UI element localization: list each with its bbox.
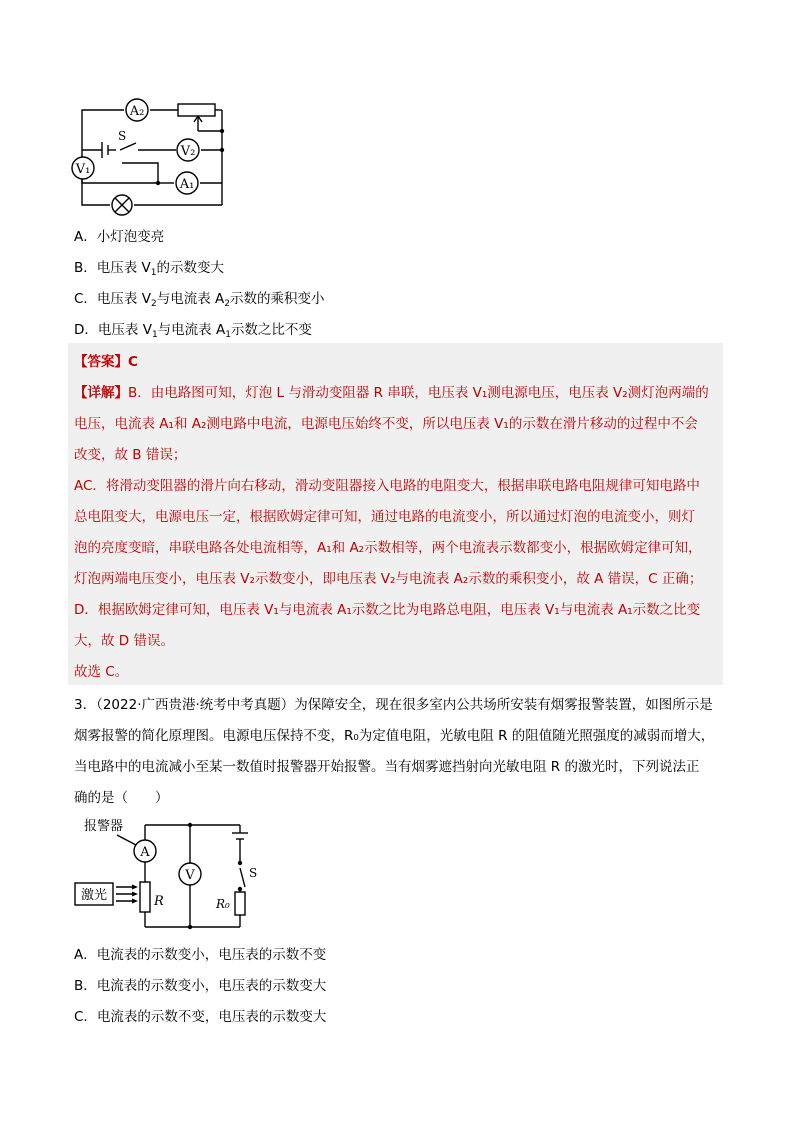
q3-option-c (74, 1007, 326, 1027)
option-text: 与电流表 A (157, 322, 226, 338)
option-text: 的示数变大 (156, 260, 225, 276)
detail-label: 【详解】 (74, 385, 128, 401)
q3-switch-label: S (249, 866, 258, 880)
detail-line-7: D．根据欧姆定律可知，电压表 V₁与电流表 A₁示数之比为电路总电阻，电压表 V₁与电流表 A₁示数之比变 (74, 602, 701, 618)
subscript: 1 (225, 330, 231, 340)
option-text: 电流表的示数变小，电压表的示数不变 (96, 947, 327, 963)
q3-laser-label: 激光 (80, 888, 108, 903)
answer-label: 【答案】 (74, 354, 128, 370)
option-prefix: D． (74, 322, 98, 338)
q2-ammeter-a2-label: A₂ (129, 104, 145, 119)
subscript: 1 (150, 268, 157, 278)
q3-option-a (74, 945, 326, 965)
q3-resistor-r-label: R (154, 894, 164, 909)
subscript: 2 (224, 299, 230, 309)
q3-stem-line-2: 当电路中的电流减小至某一数值时报警器开始报警。当有烟雾遮挡射向光敏电阻 R 的激光时，下列说法正 (74, 759, 700, 775)
option-text: 示数之比不变 (230, 322, 312, 338)
option-prefix: B． (74, 978, 97, 994)
detail-line-2: 改变，故 B 错误； (74, 447, 187, 463)
detail-line-6: 灯泡两端电压变小，电压表 V₂示数变小，即电压表 V₂与电流表 A₂示数的乘积变小，故 A 错误，C 正确； (74, 571, 703, 587)
answer-value: C (128, 354, 138, 370)
q2-circuit-diagram (70, 95, 235, 220)
q3-ammeter-label: A (140, 845, 150, 860)
q2-option-a (74, 227, 164, 247)
detail-line-0 (74, 383, 709, 403)
q3-voltmeter-label: V (185, 868, 195, 883)
option-prefix: C． (74, 1009, 97, 1025)
option-prefix: A． (74, 229, 97, 245)
option-prefix: A． (74, 947, 97, 963)
option-text: 电流表的示数不变，电压表的示数变大 (96, 1009, 327, 1025)
detail-line-8: 大，故 D 错误。 (74, 633, 174, 649)
detail-line-9: 故选 C。 (74, 664, 129, 680)
q2-option-d (74, 320, 312, 345)
option-prefix: C． (74, 291, 97, 307)
option-text: 电压表 V (96, 291, 151, 307)
q3-option-b (74, 976, 326, 996)
detail-line-5: 泡的亮度变暗，串联电路各处电流相等，A₁和 A₂示数相等，两个电流表示数都变小，根据欧姆定律可知， (74, 540, 702, 556)
option-text: 小灯泡变亮 (96, 229, 165, 245)
q3-circuit-diagram (70, 815, 270, 935)
q2-option-c (74, 289, 324, 314)
option-text: 电压表 V (97, 322, 152, 338)
q2-option-b (74, 258, 224, 283)
option-prefix: B． (74, 260, 97, 276)
option-text: 示数的乘积变小 (229, 291, 325, 307)
q3-stem-line-0: 3．（2022·广西贵港·统考中考真题）为保障安全，现在很多室内公共场所安装有烟雾报警装置，如图所示是 (74, 697, 713, 713)
detail-line-4: 总电阻变大，电源电压一定，根据欧姆定律可知，通过电路的电流变小，所以通过灯泡的电流变小，则灯 (74, 509, 695, 525)
q2-voltmeter-v1-label: V₁ (75, 162, 91, 177)
q2-switch-label: S (118, 129, 127, 143)
subscript: 1 (151, 330, 158, 340)
option-text: 电流表的示数变小，电压表的示数变大 (96, 978, 327, 994)
option-text: 与电流表 A (156, 291, 225, 307)
q3-stem-line-3: 确的是（ ） (74, 790, 169, 806)
option-text: 电压表 V (96, 260, 151, 276)
subscript: 2 (150, 299, 157, 309)
q3-alarm-label: 报警器 (84, 819, 124, 834)
q3-resistor-r0-label: R₀ (216, 897, 230, 911)
q2-ammeter-a1-label: A₁ (179, 177, 195, 192)
detail-line-1: 电压，电流表 A₁和 A₂测电路中电流，电源电压始终不变，所以电压表 V₁的示数在滑片移动的过程中不会 (74, 416, 698, 432)
q2-voltmeter-v2-label: V₂ (180, 144, 196, 159)
detail-text: B．由电路图可知，灯泡 L 与滑动变阻器 R 串联，电压表 V₁测电源电压，电压表 V₂测灯泡两端的 (128, 385, 709, 401)
answer-line (74, 352, 138, 372)
detail-line-3: AC．将滑动变阻器的滑片向右移动，滑动变阻器接入电路的电阻变大，根据串联电路电阻规律可知电路中 (74, 478, 700, 494)
q3-stem-line-1: 烟雾报警的简化原理图。电源电压保持不变，R₀为定值电阻，光敏电阻 R 的阻值随光照强度的减弱而增大， (74, 728, 715, 744)
